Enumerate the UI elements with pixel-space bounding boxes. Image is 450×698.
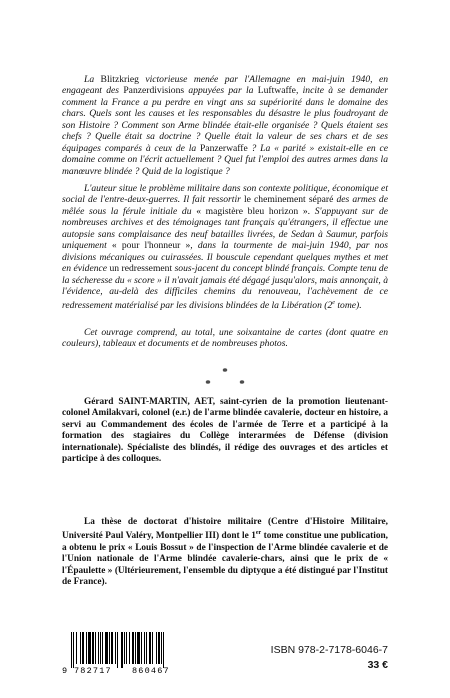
analysis-text: S'appuyant sur de nombreuses archives et des témoignages tant français qu'étrangers, il effectue une autopsie sans complaisance des neuf batailles livrées, de Sedan à Saumur, parfois uniquement [62, 205, 389, 252]
analysis-text: sous-jacent du concept blindé français. Compte tenu de la sécheresse du « score » il n'avait jamais été dégagé jusqu'alors, mais annonçait, à l'évidence, au-delà des difficiles chemins du renouveau, l'achèvement de ce redressement matérialisé par les divisions blindées de la Libération (2 [62, 263, 388, 311]
barcode-bar [76, 632, 77, 664]
barcode-bar [92, 632, 94, 664]
separator-right-star: * [239, 378, 245, 390]
barcode-bar [161, 632, 162, 664]
contents-paragraph: Cet ouvrage comprend, au total, une soixantaine de cartes (dont quatre en couleurs), tableaux et documents et de nombreuses photos. [62, 327, 388, 350]
barcode-bar [95, 632, 96, 664]
barcode-bar [144, 632, 145, 664]
barcode-bar [115, 632, 116, 664]
analysis-text: « magistère bleu horizon ». [191, 205, 315, 217]
barcode-digits-right: 860467 [132, 666, 170, 674]
thesis-text: tome constitue une publication, a obtenu le prix « Louis Bossut » de l'inspection de l'Arme blindée cavalerie et de l'Union nationale de l'Arme blindée cavalerie-chars, ainsi que le prix de « l'Épaulette » (Ultérieurement, l'ensemble du diptyque a été distingué par l'Institut de France). [62, 531, 388, 588]
intro-text: ? La « parité » existait-elle en ce domaine comme on l'écrit actuellement ? Quel fut l'emploi des autres armes dans la manœuvre blindée ? Quid de la logistique ? [62, 142, 388, 177]
intro-term-blitzkrieg: Blitzkrieg [100, 74, 139, 85]
barcode-bar [156, 632, 157, 664]
analysis-text: L'auteur situe le problème militaire dans son contexte politique, économique et social de l'entre-deux-guerres. Il fait ressortir [62, 183, 388, 206]
barcode [62, 632, 192, 674]
barcode-bar [82, 632, 84, 664]
barcode-bar [135, 632, 136, 664]
barcode-bar [126, 632, 127, 664]
analysis-text: le cheminement séparé [240, 194, 337, 206]
barcode-bar [100, 632, 101, 664]
analysis-superscript: e [332, 299, 335, 306]
barcode-bar [158, 632, 160, 664]
barcode-bar [71, 632, 72, 668]
barcode-bar [132, 632, 134, 664]
separator-bottom-stars [0, 379, 450, 389]
barcode-bar [86, 632, 87, 664]
analysis-text: des armes de mêlée sous la férule initiale du [62, 194, 388, 217]
barcode-bars [71, 632, 164, 668]
barcode-bar [152, 632, 153, 664]
price: 33 € [367, 659, 388, 671]
intro-text: , incite à se demander comment la France a pu perdre en vingt ans sa supériorité dans le domaine des chars. Quels sont les causes et les responsables du désastre le plus foudroyant de son Histoire ? Comment son Arme blindée était-elle organisée ? Quels étaient ses chefs ? Quelle était sa doctrine ? Quelle était la valeur de ses chars et de ses équipages comparés à ceux de la [62, 85, 388, 154]
intro-term-luftwaffe: Luftwaffe [257, 85, 296, 97]
intro-term-panzerwaffe: Panzerwaffe [199, 142, 248, 154]
barcode-bar [141, 632, 142, 664]
analysis-text: « pour l'honneur » [106, 240, 191, 252]
barcode-bar [163, 632, 164, 668]
analysis-text: tome). [334, 299, 362, 311]
barcode-bar [80, 632, 81, 664]
author-bio: Gérard SAINT-MARTIN, AET, saint-cyrien de la promotion lieutenant-colonel Amilakvari, colonel (e.r.) de l'arme blindée cavalerie, docteur en histoire, a servi au Commandement des écoles de l'armée de Terre et a participé à la formation des stagiaires du Collège interarmées de Défense (division internationale). Spécialiste des blindés, il rédige des ouvrages et des articles et participe à des colloques. [62, 397, 388, 465]
barcode-bar [129, 632, 130, 664]
isbn: ISBN 978-2-7178-6046-7 [270, 644, 388, 656]
intro-text: appuyées par la [184, 85, 258, 97]
barcode-bar [105, 632, 108, 664]
barcode-bar [73, 632, 74, 668]
intro-text: La [84, 74, 101, 85]
barcode-bar [102, 632, 103, 664]
intro-text: victorieuse menée par l'Allemagne en mai-juin 1940, en engageant des [62, 74, 389, 97]
barcode-digits-left: 782717 [74, 666, 112, 674]
barcode-bar [149, 632, 151, 664]
barcode-bar [88, 632, 91, 664]
separator-top-star: * [222, 366, 228, 378]
barcode-bar [146, 632, 147, 664]
thesis-paragraph [62, 517, 388, 589]
analysis-text: un redressement [107, 263, 175, 275]
analysis-text: , dans la tourmente de mai-juin 1940, par nos divisions mécaniques ou cuirassées. Il bouscule cependant quelques mythes et met en évidence [62, 240, 388, 275]
barcode-bar [117, 632, 118, 668]
intro-term-panzerdivisions: Panzerdivisions [123, 85, 185, 97]
thesis-text: La thèse de doctorat d'histoire militaire (Centre d'Histoire Militaire, Université Paul Valéry, Montpellier III) dont le 1 [62, 517, 388, 542]
barcode-bar [124, 632, 125, 664]
analysis-paragraph [62, 183, 388, 311]
intro-paragraph [62, 74, 388, 177]
barcode-bar [137, 632, 140, 664]
thesis-superscript: er [255, 530, 262, 537]
barcode-bar [111, 632, 113, 664]
barcode-bar [109, 632, 110, 664]
barcode-bar [121, 632, 123, 668]
barcode-bar [98, 632, 99, 664]
barcode-digit-first: 9 [62, 666, 68, 674]
separator-left-star: * [205, 378, 211, 390]
